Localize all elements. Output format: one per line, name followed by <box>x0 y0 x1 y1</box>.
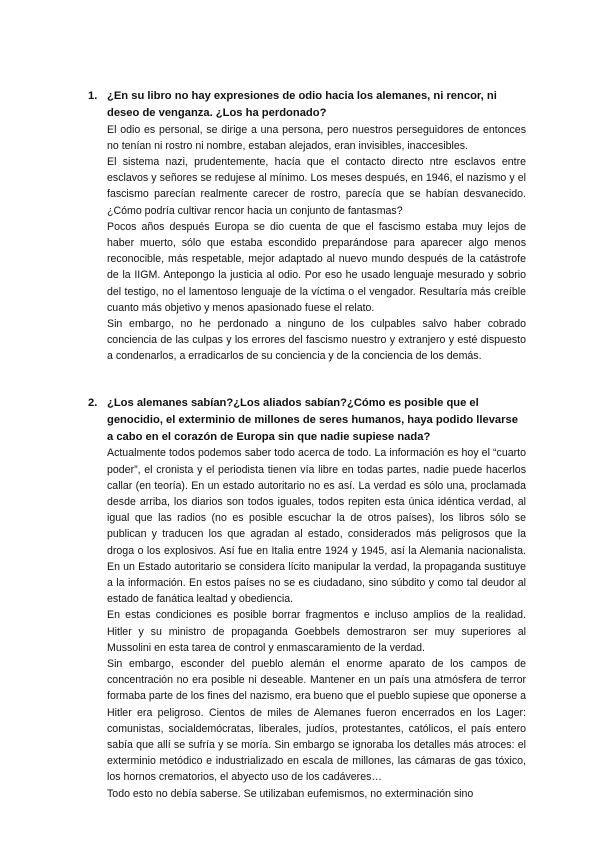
question-title: ¿En su libro no hay expresiones de odio hacia los alemanes, ni rencor, ni deseo de venganza. ¿Los ha perdonado? <box>107 90 497 119</box>
answer-paragraph: Actualmente todos podemos saber todo acerca de todo. La información es hoy el “cuarto poder”, el cronista y el periodista tienen vía libre en todas partes, nadie puede hacerlos callar (en teoría). En un estado autoritario no es así. La verdad es sólo una, proclamada desde arriba, los diarios son todos iguales, todos repiten esta única idéntica verdad, al igual que las radios (no es posible escuchar la de otros países), los libros sólo se publican y traducen los que agradan al estado, considerados más peligrosos que la droga o los explosivos. Así fue en Italia entre 1924 y 1945, así la Alemania nacionalista. En un Estado autoritario se considera lícito manipular la verdad, la propaganda sustituye a la información. En estos países no se es ciudadano, sino súbdito y como tal deudor al estado de fanática lealtad y obediencia. <box>107 447 526 606</box>
question-1 <box>0 88 600 365</box>
answer-paragraph: Pocos años después Europa se dio cuenta de que el fascismo estaba muy lejos de haber muerto, sólo que estaba escondido preparándose para aparecer algo menos reconocible, más respetable, mejor adaptado al nuevo mundo después de la catástrofe de la IIGM. Antepongo la justicia al odio. Por eso he usado lenguaje mesurado y sobrio del testigo, no el lamentoso lenguaje de la víctima o el vengador. Resultaría más creíble cuanto más objetivo y menos apasionado fuese el relato. <box>107 220 526 314</box>
answer-paragraph: Todo esto no debía saberse. Se utilizaban eufemismos, no exterminación sino <box>107 787 474 800</box>
answer-paragraph: Sin embargo, esconder del pueblo alemán el enorme aparato de los campos de concentración no era posible ni deseable. Mantener en un país una atmósfera de terror formaba parte de los fines del nazismo, era bueno que el pueblo supiese que oponerse a Hitler era peligroso. Cientos de miles de Alemanes fueron encerrados en los Lager: comunistas, socialdemócratas, liberales, judíos, protestantes, católicos, el país entero sabía que allí se sufría y se moría. Sin embargo se ignoraba los detalles más atroces: el exterminio metódico e industrializado en escala de millones, las cámaras de gas tóxico, los hornos crematorios, el abyecto uso de los cadáveres… <box>107 658 526 784</box>
answer-paragraph: En estas condiciones es posible borrar fragmentos e incluso amplios de la realidad. Hitler y su ministro de propaganda Goebbels demostraron ser muy superiores al Mussolini en esta tarea de control y enmascaramiento de la verdad. <box>107 609 526 654</box>
answer-paragraph: Sin embargo, no he perdonado a ninguno de los culpables salvo haber cobrado conciencia de las culpas y los errores del fascismo nuestro y extranjero y esté dispuesto a condenarlos, a erradicarlos de su conciencia y de la conciencia de los demás. <box>107 318 526 363</box>
answer-paragraph: El odio es personal, se dirige a una persona, pero nuestros perseguidores de entonces no tenían ni rostro ni nombre, estaban alejados, eran invisibles, inaccesibles. <box>107 123 526 152</box>
question-title: ¿Los alemanes sabían?¿Los aliados sabían?¿Cómo es posible que el genocidio, el exterminio de millones de seres humanos, haya podido llevarse a cabo en el corazón de Europa sin que nadie supiese nada? <box>107 397 518 443</box>
answer-paragraph: El sistema nazi, prudentemente, hacía que el contacto directo ntre esclavos entre esclavos y señores se redujese al mínimo. Los meses después, en 1946, el nazismo y el fascismo parecían realmente carecer de rostro, parecía que se habían desvanecido. ¿Cómo podría cultivar rencor hacia un conjunto de fantasmas? <box>107 156 526 217</box>
answer-body <box>107 445 526 801</box>
question-number: 1. <box>88 90 98 102</box>
answer-body <box>107 122 526 365</box>
question-2 <box>0 395 600 802</box>
question-number: 2. <box>88 397 98 409</box>
